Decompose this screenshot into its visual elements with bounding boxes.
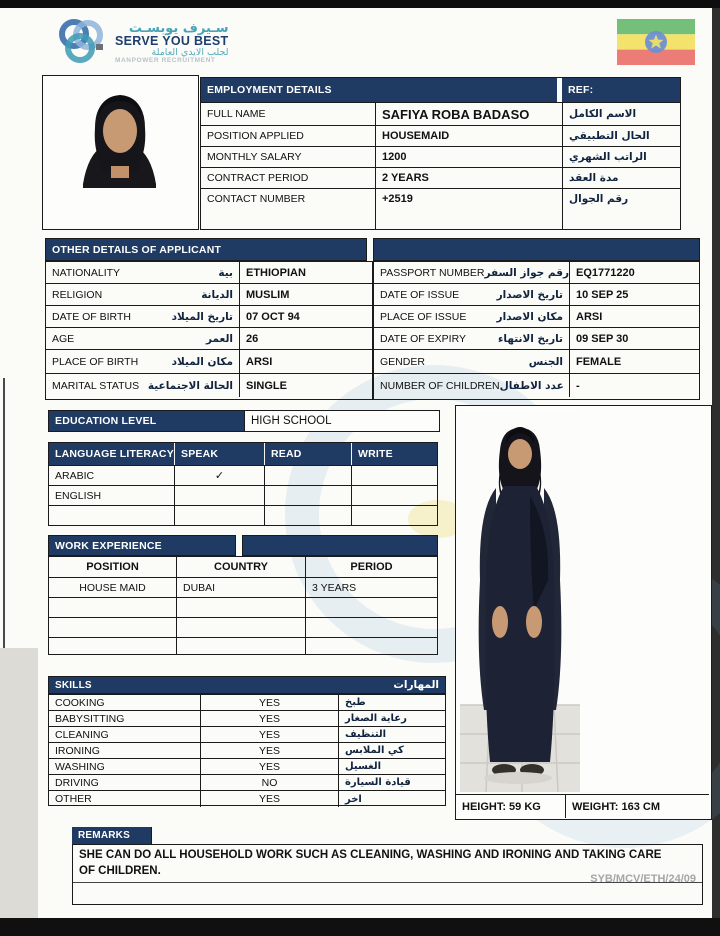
position-cell: HOUSE MAID	[49, 578, 177, 597]
country-cell	[177, 598, 306, 617]
field-label: NATIONALITY	[52, 266, 121, 279]
field-value: MUSLIM	[246, 288, 290, 301]
column-header: COUNTRY	[177, 557, 306, 577]
field-value: ARSI	[246, 355, 273, 368]
field-value: +2519	[376, 189, 563, 229]
employment-details-header: EMPLOYMENT DETAILS	[201, 78, 557, 102]
field-label: PLACE OF ISSUE	[380, 310, 467, 323]
work-experience-header	[48, 535, 438, 556]
column-header: PERIOD	[350, 561, 393, 573]
skills-title: SKILLS	[55, 679, 92, 691]
speak-cell	[175, 506, 265, 525]
weight-value: WEIGHT: 163 CM	[572, 800, 661, 813]
column-header: WRITE	[352, 443, 437, 465]
skill-name: COOKING	[49, 695, 201, 710]
scan-edge-top	[0, 0, 720, 8]
logo-tagline: MANPOWER RECRUITMENT	[115, 57, 216, 65]
work-experience-table	[48, 556, 438, 655]
remarks-title: REMARKS	[72, 827, 152, 844]
period-cell	[306, 598, 437, 617]
position-cell	[49, 638, 177, 654]
write-cell	[352, 506, 437, 525]
field-label: FULL NAME	[201, 103, 376, 125]
field-label-arabic: تاريخ الانتهاء	[498, 332, 563, 345]
field-label: RELIGION	[52, 288, 103, 301]
field-value: ARSI	[576, 310, 603, 323]
skill-arabic: اخر	[345, 793, 362, 805]
scan-edge-left-gray	[0, 648, 38, 918]
other-details-header	[45, 238, 700, 261]
field-label: PASSPORT NUMBER	[380, 266, 485, 279]
period-cell	[306, 618, 437, 637]
field-label-arabic: تاريخ الاصدار	[496, 288, 563, 301]
country-cell: DUBAI	[177, 578, 306, 597]
field-label: DATE OF EXPIRY	[380, 332, 466, 345]
field-label: GENDER	[380, 355, 425, 368]
field-label: PLACE OF BIRTH	[52, 355, 139, 368]
field-label-arabic: بية	[218, 266, 233, 279]
other-details-right-table	[373, 261, 700, 400]
ethiopia-flag	[617, 19, 695, 70]
language-name: ARABIC	[49, 466, 175, 485]
field-label: CONTACT NUMBER	[201, 189, 376, 229]
read-cell	[265, 486, 352, 505]
skills-header	[48, 676, 446, 694]
employment-details-table	[200, 77, 681, 230]
skill-arabic: رعاية الصغار	[345, 713, 407, 724]
field-value: 26	[246, 332, 259, 345]
field-value: 09 SEP 30	[576, 332, 629, 345]
field-label: AGE	[52, 332, 75, 345]
skill-name: OTHER	[49, 791, 201, 807]
column-header: POSITION	[49, 557, 177, 577]
field-value: 1200	[376, 147, 563, 167]
period-cell: 3 YEARS	[312, 581, 357, 594]
logo-arabic-tagline: لجلب الايدي العاملة	[151, 47, 229, 59]
skill-name: BABYSITTING	[49, 711, 201, 726]
field-label-arabic: الراتب الشهري	[569, 151, 647, 163]
field-value: -	[576, 379, 580, 392]
skill-name: IRONING	[49, 743, 201, 758]
work-experience-header-right	[242, 535, 438, 556]
skill-value: YES	[201, 711, 339, 726]
speak-checkmark: ✓	[175, 466, 265, 485]
other-details-header-right	[373, 238, 700, 261]
education-level-value: HIGH SCHOOL	[245, 410, 440, 432]
period-cell	[306, 638, 437, 654]
write-cell	[352, 486, 437, 505]
field-label-arabic: مدة العقد	[569, 172, 619, 184]
column-header: LANGUAGE LITERACY	[49, 443, 175, 465]
skill-arabic: كي الملابس	[345, 745, 404, 756]
field-value: SINGLE	[246, 379, 287, 392]
skill-value: YES	[201, 743, 339, 758]
field-value: ETHIOPIAN	[246, 266, 306, 279]
field-label: DATE OF BIRTH	[52, 310, 131, 323]
speak-cell	[175, 486, 265, 505]
column-header: SPEAK	[175, 443, 265, 465]
logo-arabic-name: سـيرف يوبسـت	[128, 20, 229, 36]
logo-knot-icon	[54, 14, 108, 73]
column-header: READ	[265, 443, 352, 465]
write-cell	[352, 466, 437, 485]
skill-value: YES	[201, 727, 339, 742]
field-label: CONTRACT PERIOD	[201, 168, 376, 188]
skill-value: NO	[201, 775, 339, 790]
applicant-portrait-photo	[42, 75, 199, 230]
field-label: MONTHLY SALARY	[201, 147, 376, 167]
field-value: SAFIYA ROBA BADASO	[376, 103, 563, 125]
agency-logo	[54, 14, 229, 73]
read-cell	[265, 506, 352, 525]
country-cell	[177, 638, 306, 654]
other-details-left-table	[45, 261, 373, 400]
read-cell	[265, 466, 352, 485]
remarks-text: SHE CAN DO ALL HOUSEHOLD WORK SUCH AS CLEANING, WASHING AND IRONING AND TAKING CARE OF CHILDREN.	[79, 849, 662, 877]
field-label-arabic: رقم جواز السفر	[484, 266, 570, 279]
body-measurements-row	[456, 794, 709, 818]
field-label: POSITION APPLIED	[201, 126, 376, 146]
skill-arabic: قيادة السيارة	[345, 777, 411, 788]
other-details-title: OTHER DETAILS OF APPLICANT	[45, 238, 367, 261]
remarks-box	[72, 844, 703, 905]
field-value: 10 SEP 25	[576, 288, 629, 301]
field-label-arabic: مكان الميلاد	[171, 355, 233, 368]
skill-arabic: الغسيل	[345, 761, 382, 772]
logo-name: SERVE YOU BEST	[115, 34, 229, 49]
field-label-arabic: الديانة	[201, 288, 233, 301]
field-value: 2 YEARS	[376, 168, 563, 188]
position-cell	[49, 618, 177, 637]
skill-value: YES	[201, 791, 339, 807]
field-value: HOUSEMAID	[376, 126, 563, 146]
field-label: NUMBER OF CHILDREN	[380, 379, 500, 392]
field-value: EQ1771220	[576, 266, 635, 279]
field-label-arabic: عدد الاطفال	[499, 379, 564, 392]
skill-name: CLEANING	[49, 727, 201, 742]
field-value: FEMALE	[576, 355, 622, 368]
field-label-arabic: الحالة الاجتماعية	[147, 379, 233, 392]
education-level-label: EDUCATION LEVEL	[48, 410, 245, 432]
field-label-arabic: تاريخ الميلاد	[171, 310, 233, 323]
applicant-fullbody-photo	[460, 410, 580, 797]
skill-value: YES	[201, 695, 339, 710]
height-value: HEIGHT: 59 KG	[456, 795, 566, 818]
position-cell	[49, 598, 177, 617]
skill-name: WASHING	[49, 759, 201, 774]
language-literacy-table	[48, 442, 438, 526]
field-label-arabic: العمر	[205, 332, 233, 345]
skill-arabic: التنظيف	[345, 729, 387, 740]
skills-table	[48, 694, 446, 806]
field-label-arabic: الاسم الكامل	[569, 108, 637, 120]
country-cell	[177, 618, 306, 637]
field-value: 07 OCT 94	[246, 310, 300, 323]
skills-title-arabic: المهارات	[393, 679, 439, 691]
document-ref-code: SYB/MCV/ETH/24/09	[590, 873, 696, 885]
field-label-arabic: مكان الاصدار	[496, 310, 563, 323]
language-name	[49, 506, 175, 525]
skill-arabic: طبخ	[345, 697, 366, 708]
field-label: MARITAL STATUS	[52, 379, 140, 392]
field-label-arabic: رقم الجوال	[569, 193, 629, 205]
field-label-arabic: الحال التطبيقي	[569, 130, 650, 142]
field-label-arabic: الجنس	[528, 355, 563, 368]
scan-edge-bottom	[0, 918, 720, 936]
ref-header: REF:	[562, 78, 680, 102]
applicant-fullbody-photo-panel	[455, 405, 712, 820]
work-experience-title: WORK EXPERIENCE	[48, 535, 236, 556]
language-name: ENGLISH	[49, 486, 175, 505]
skill-value: YES	[201, 759, 339, 774]
skill-name: DRIVING	[49, 775, 201, 790]
field-label: DATE OF ISSUE	[380, 288, 460, 301]
